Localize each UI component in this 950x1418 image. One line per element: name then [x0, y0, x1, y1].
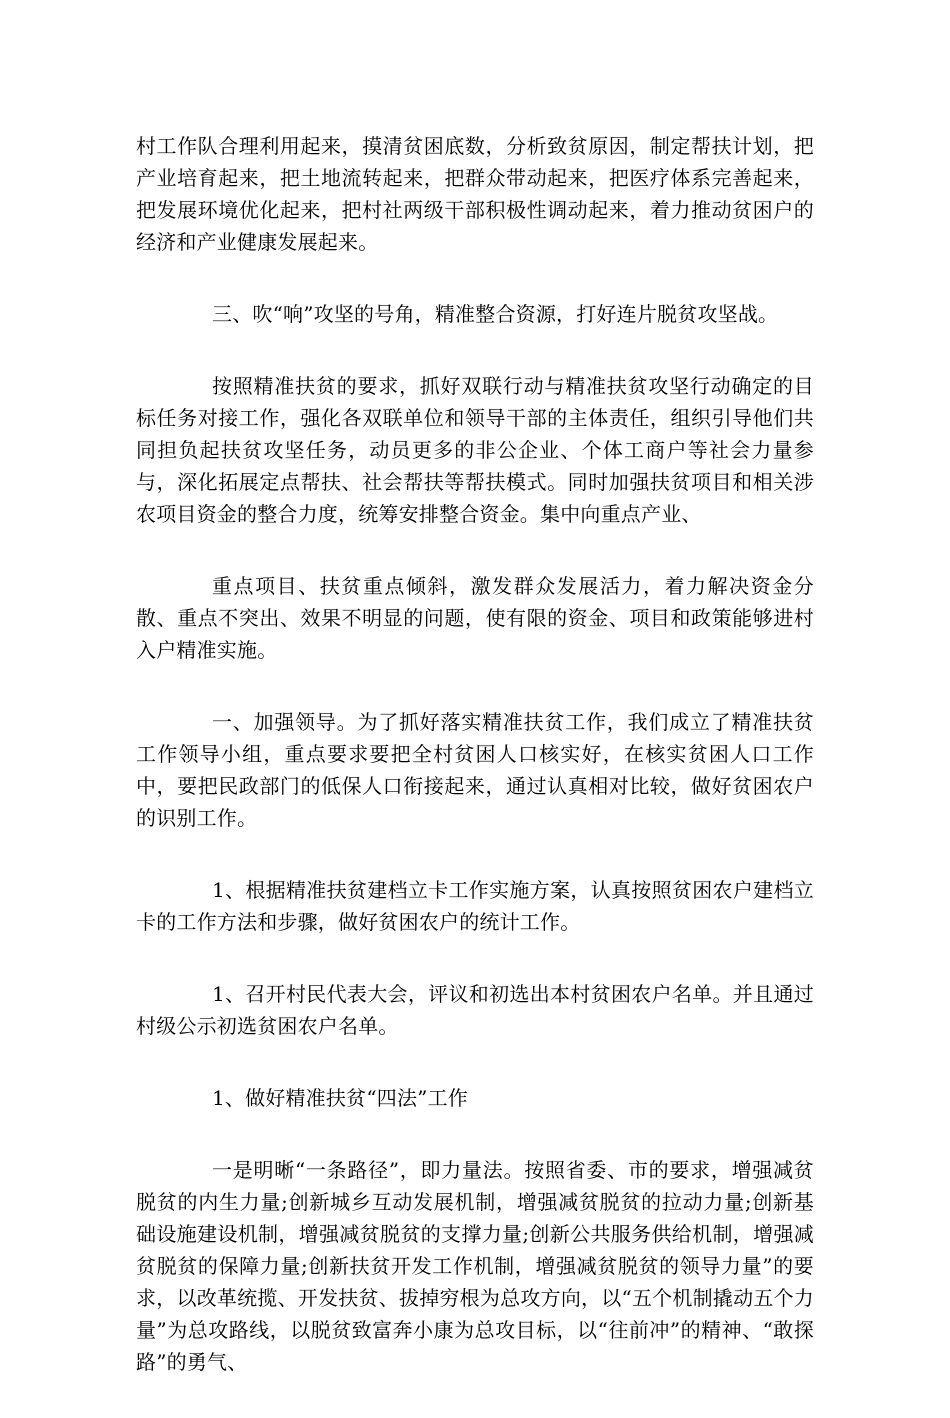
list-item-four-methods: 1、做好精准扶贫“四法”工作	[212, 1086, 468, 1110]
document-body	[136, 130, 814, 1418]
paragraph-key-projects: 重点项目、扶贫重点倾斜，激发群众发展活力，着力解决资金分散、重点不突出、效果不明显的问题，使有限的资金、项目和政策能够进村入户精准实施。	[136, 574, 814, 662]
paragraph-leadership: 一、加强领导。为了抓好落实精准扶贫工作，我们成立了精准扶贫工作领导小组，重点要求要把全村贫困人口核实好，在核实贫困人口工作中，要把民政部门的低保人口衔接起来，通过认真相对比较，做好贫困农户的识别工作。	[136, 710, 814, 830]
paragraph-requirements: 按照精准扶贫的要求，抓好双联行动与精准扶贫攻坚行动确定的目标任务对接工作，强化各双联单位和领导干部的主体责任，组织引导他们共同担负起扶贫攻坚任务，动员更多的非公企业、个体工商户等社会力量参与，深化拓展定点帮扶、社会帮扶等帮扶模式。同时加强扶贫项目和相关涉农项目资金的整合力度，统筹安排整合资金。集中向重点产业、	[136, 374, 814, 526]
section-heading-three: 三、吹“响”攻坚的号角，精准整合资源，打好连片脱贫攻坚战。	[212, 302, 779, 326]
paragraph-continuation: 村工作队合理利用起来，摸清贫困底数，分析致贫原因，制定帮扶计划，把产业培育起来，把土地流转起来，把群众带动起来，把医疗体系完善起来，把发展环境优化起来，把村社两级干部积极性调动起来，着力推动贫困户的经济和产业健康发展起来。	[136, 134, 814, 254]
list-item-villager-meeting: 1、召开村民代表大会，评议和初选出本村贫困农户名单。并且通过村级公示初选贫困农户名单。	[136, 982, 814, 1038]
paragraph-one-path: 一是明晰“一条路径”，即力量法。按照省委、市的要求，增强减贫脱贫的内生力量;创新城乡互动发展机制，增强减贫脱贫的拉动力量;创新基础设施建设机制，增强减贫脱贫的支撑力量;创新公共服务供给机制，增强减贫脱贫的保障力量;创新扶贫开发工作机制，增强减贫脱贫的领导力量”的要求，以改革统揽、开发扶贫、拔掉穷根为总攻方向，以“五个机制撬动五个力量”为总攻路线，以脱贫致富奔小康为总攻目标，以“往前冲”的精神、“敢探路”的勇气、	[136, 1158, 814, 1374]
list-item-archive-card: 1、根据精准扶贫建档立卡工作实施方案，认真按照贫困农户建档立卡的工作方法和步骤，做好贫困农户的统计工作。	[136, 878, 814, 934]
